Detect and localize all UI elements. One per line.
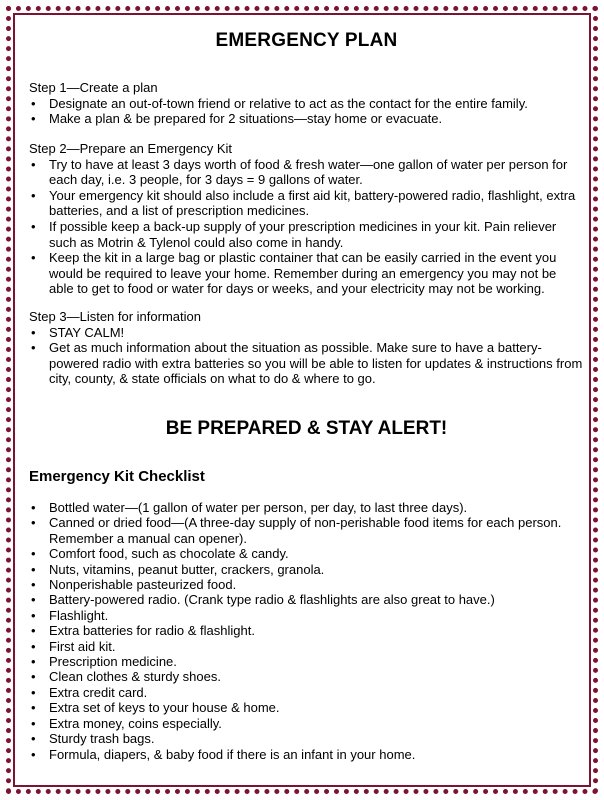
list-item: • Get as much information about the situation as possible. Make sure to have a battery-powered radio with extra batteries so you will be able to listen for updates & instructions from city, county, & state officials on what to do & where to go. — [29, 340, 584, 387]
step-title: Step 2—Prepare an Emergency Kit — [29, 141, 233, 156]
list-item: • Nonperishable pasteurized food. — [29, 577, 584, 592]
list-item: • Bottled water—(1 gallon of water per person, per day, to last three days). — [29, 500, 584, 515]
step-title: Step 1—Create a plan — [29, 80, 158, 95]
step-1 — [29, 80, 584, 127]
list-item: • Flashlight. — [29, 608, 584, 623]
list-item: • Extra batteries for radio & flashlight. — [29, 623, 584, 638]
list-item: • Clean clothes & sturdy shoes. — [29, 669, 584, 684]
page-title: EMERGENCY PLAN — [215, 30, 398, 51]
list-item: • Prescription medicine. — [29, 654, 584, 669]
list-item: • Nuts, vitamins, peanut butter, crackers, granola. — [29, 562, 584, 577]
checklist-heading: Emergency Kit Checklist — [29, 468, 205, 485]
list-item: • Sturdy trash bags. — [29, 731, 584, 746]
list-item: • Try to have at least 3 days worth of food & fresh water—one gallon of water per person for each day, i.e. 3 people, for 3 days = 9 gallons of water. — [29, 157, 584, 188]
list-item: • If possible keep a back-up supply of your prescription medicines in your kit. Pain reliever such as Motrin & Tylenol could also come in handy. — [29, 219, 584, 250]
list-item: • Canned or dried food—(A three-day supply of non-perishable food items for each person. Remember a manual can opener). — [29, 515, 584, 546]
list-item: • Make a plan & be prepared for 2 situations—stay home or evacuate. — [29, 111, 584, 127]
checklist — [29, 500, 584, 762]
list-item: • Comfort food, such as chocolate & candy. — [29, 546, 584, 561]
slogan: BE PREPARED & STAY ALERT! — [165, 418, 448, 439]
list-item: • Your emergency kit should also include a first aid kit, battery-powered radio, flashlight, extra batteries, and a list of prescription medicines. — [29, 188, 584, 219]
list-item: • Battery-powered radio. (Crank type radio & flashlights are also great to have.) — [29, 592, 584, 607]
step-list — [29, 157, 584, 297]
list-item: • STAY CALM! — [29, 325, 584, 341]
list-item: • Extra credit card. — [29, 685, 584, 700]
step-list — [29, 325, 584, 387]
list-item: • Formula, diapers, & baby food if there is an infant in your home. — [29, 747, 584, 762]
step-list — [29, 96, 584, 127]
list-item: • Extra money, coins especially. — [29, 716, 584, 731]
step-3 — [29, 309, 584, 387]
list-item: • First aid kit. — [29, 639, 584, 654]
step-2 — [29, 141, 584, 297]
list-item: • Extra set of keys to your house & home. — [29, 700, 584, 715]
list-item: • Designate an out-of-town friend or relative to act as the contact for the entire family. — [29, 96, 584, 112]
list-item: • Keep the kit in a large bag or plastic container that can be easily carried in the event you would be required to leave your home. Remember during an emergency you may not be able to get to food or water for days or weeks, and your electricity may not be working. — [29, 250, 584, 297]
step-title: Step 3—Listen for information — [29, 309, 201, 324]
